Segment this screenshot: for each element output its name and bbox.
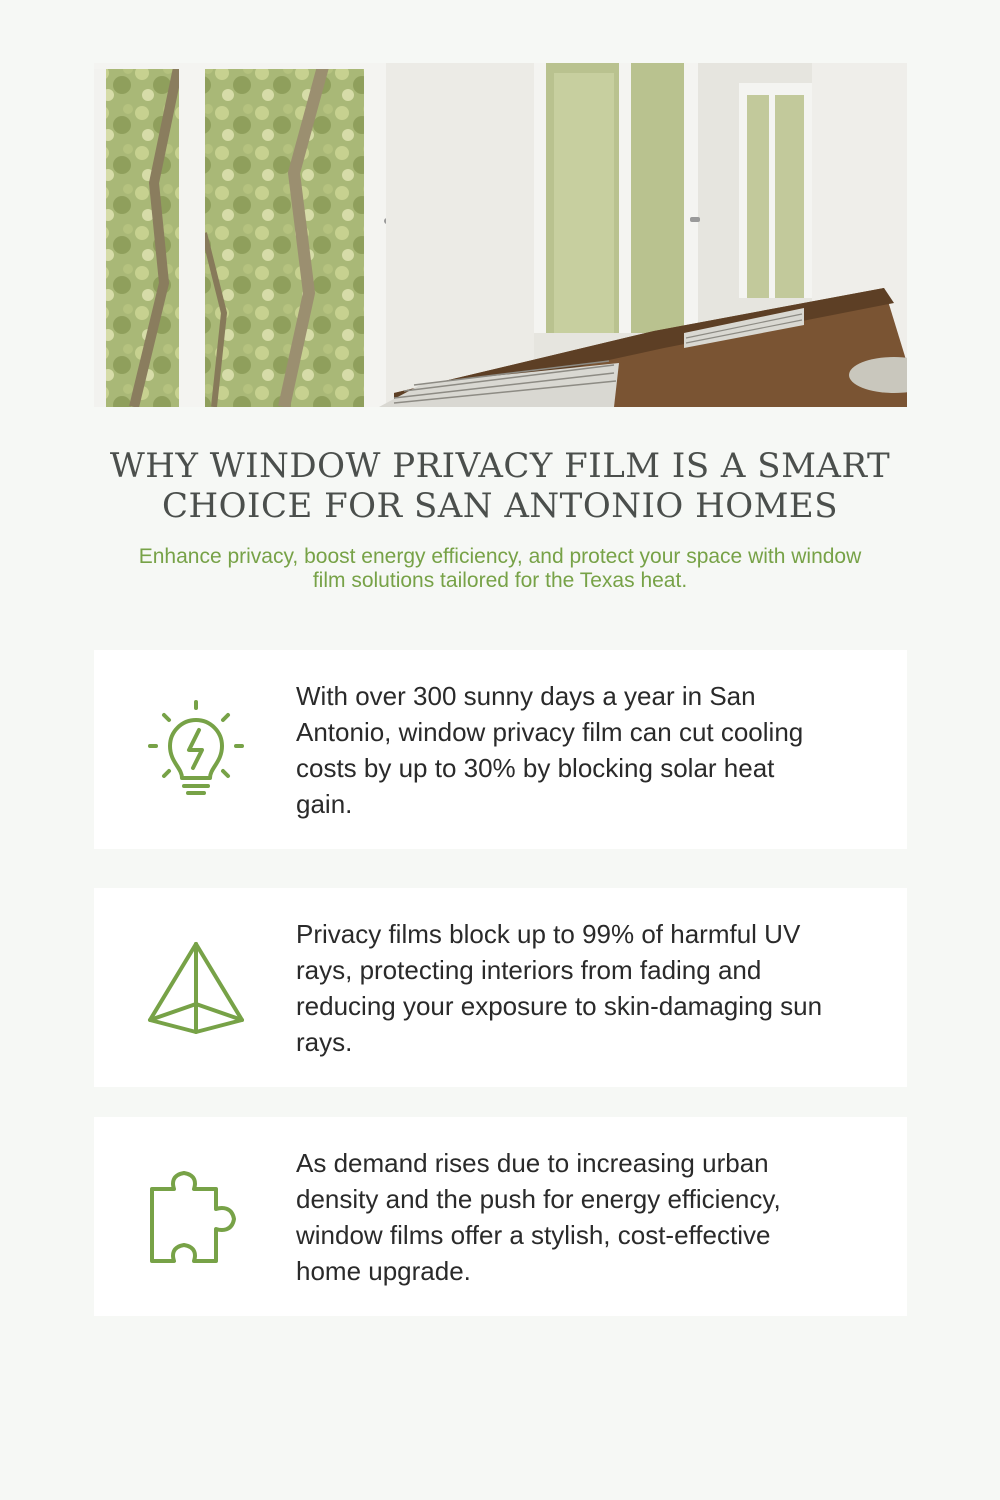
page-subtitle: Enhance privacy, boost energy efficiency, and protect your space with window film solutions tailored for the Texas heat.: [138, 545, 862, 592]
feature-card-text: Privacy films block up to 99% of harmful UV rays, protecting interiors from fading and reducing your exposure to skin-damaging sun rays.: [296, 918, 823, 1057]
feature-card-uv: [94, 888, 907, 1087]
pyramid-icon: [144, 936, 248, 1040]
sunlit-room-illustration: [94, 63, 907, 407]
hero-image: [94, 63, 907, 407]
lightbulb-icon: [144, 698, 248, 802]
feature-card-upgrade: [94, 1117, 907, 1316]
feature-card-text: With over 300 sunny days a year in San Antonio, window privacy film can cut cooling costs by up to 30% by blocking solar heat gain.: [296, 680, 804, 819]
puzzle-piece-icon: [144, 1165, 248, 1269]
feature-card-text: As demand rises due to increasing urban density and the push for energy efficiency, window films offer a stylish, cost-effective home upgrade.: [296, 1147, 781, 1286]
page-title: WHY WINDOW PRIVACY FILM IS A SMART CHOICE FOR SAN ANTONIO HOMES: [109, 446, 891, 526]
feature-card-energy: [94, 650, 907, 849]
